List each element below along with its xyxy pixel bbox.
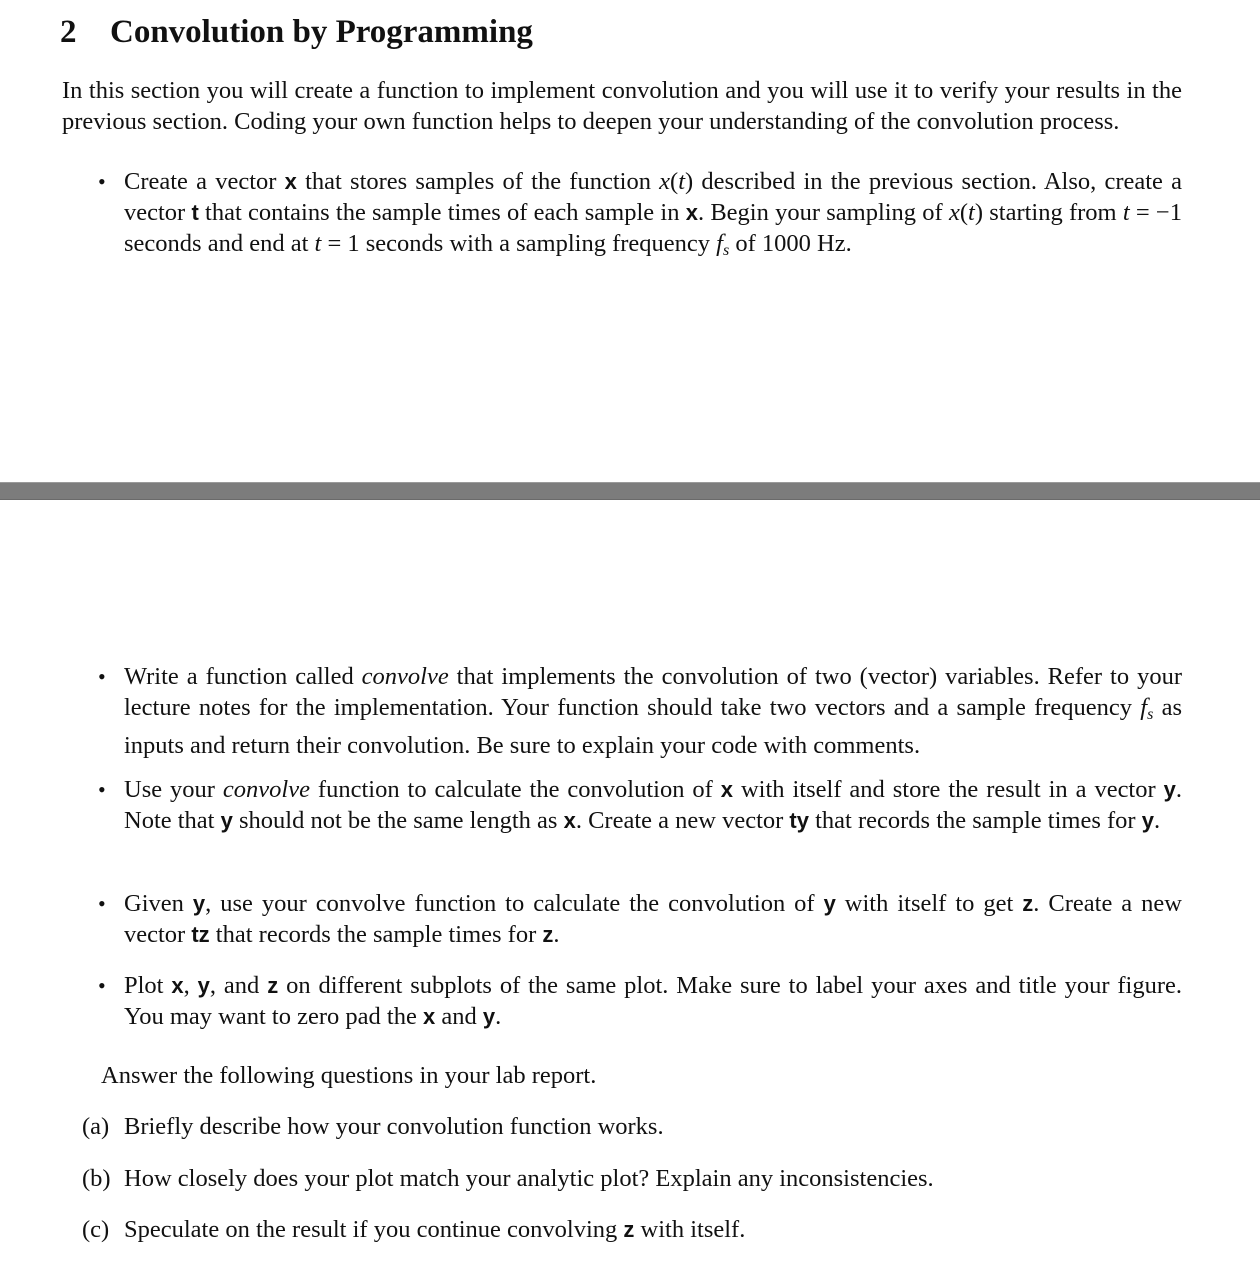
vector-symbol: y [197,973,210,998]
vector-symbol: x [284,169,297,194]
math-symbol: t [314,230,322,257]
bullet-dot: • [98,169,106,194]
vector-symbol: x [563,808,576,833]
vector-symbol: y [482,1004,496,1029]
section-number: 2 [60,14,77,50]
text: Plot [124,972,172,999]
bullet-create-vector-x [98,166,1183,266]
emphasis-text: convolve [222,776,310,803]
math-subscript: s [722,242,730,259]
bullet-dot: • [98,777,106,802]
text: that stores samples of the function [296,168,660,195]
bullet-dot: • [98,973,106,998]
vector-symbol: x [171,973,184,998]
text: of 1000 Hz. [729,230,852,257]
text: with itself to get [835,890,1023,917]
math-symbol: ( [670,168,679,195]
bullet-convolve-x-itself [98,774,1182,836]
math-symbol: f [716,230,723,257]
math-symbol: = −1 [1129,199,1183,226]
vector-symbol: y [1163,777,1176,802]
emphasis-text: convolve [361,663,449,690]
bullet-dot: • [98,891,106,916]
bullet-plot-subplots [98,970,1183,1032]
question-text: Speculate on the result if you continue convolving [124,1216,624,1243]
vector-symbol: x [685,200,698,225]
page-separator [0,482,1260,500]
vector-symbol: y [1141,808,1154,833]
vector-symbol: z [1022,891,1034,916]
text: function to calculate the convolution of [309,776,721,803]
question-label: (b) [82,1165,111,1192]
text: . Begin your sampling of [697,199,949,226]
text: Write a function called [124,663,362,690]
text: Use your [124,776,223,803]
text: . Create a new vector [124,890,1182,948]
text: that records the sample times for [808,807,1142,834]
math-symbol: t [968,199,975,226]
vector-symbol: x [720,777,734,802]
math-symbol: x [659,168,671,195]
text: seconds and end at [124,230,315,257]
vector-symbol: t [191,200,199,225]
section-heading [60,10,533,54]
text: that records the sample times for [209,921,543,948]
math-symbol: t [678,168,686,195]
section-title: Convolution by Programming [110,14,533,50]
vector-symbol: y [220,808,233,833]
question-text: Briefly describe how your convolution function works. [124,1113,664,1140]
bullet-convolve-y-itself [98,888,1182,950]
text: . [553,921,560,948]
vector-symbol: x [422,1004,436,1029]
vector-symbol: y [192,891,206,916]
math-symbol: x [948,199,960,226]
vector-symbol: y [823,891,836,916]
text: , [183,972,198,999]
text: with itself and store the result in a vector [733,776,1164,803]
text: , use your convolve function to calculate the convolution of [205,890,824,917]
question-c [82,1214,746,1245]
bullet-write-convolve-function [98,661,1182,761]
answer-instructions: Answer the following questions in your lab report. [101,1062,597,1089]
math-symbol: ) [685,168,694,195]
text: Given [124,890,193,917]
text: starting from [982,199,1123,226]
math-symbol: f [1140,694,1148,721]
text: . Create a new vector [575,807,790,834]
math-symbol: ) [974,199,983,226]
vector-symbol: z [267,973,279,998]
text: . [495,1003,502,1030]
text: as inputs and return their convolution. Be sure to explain your code with comments. [124,694,1182,759]
text: Create a vector [124,168,285,195]
intro-paragraph: In this section you will create a function to implement convolution and you will use it to verify your results in the previous section. Coding your own function helps to deepen your understanding of the convolution process. [62,77,1182,135]
question-a [82,1111,664,1142]
question-text: How closely does your plot match your analytic plot? Explain any inconsistencies. [124,1165,934,1192]
math-symbol: = 1 [321,230,360,257]
vector-symbol: z [623,1217,635,1242]
text: seconds with a sampling frequency [359,230,717,257]
text: , and [209,972,268,999]
text: . Note that [124,776,1182,834]
question-text: with itself. [634,1216,746,1243]
text: and [435,1003,483,1030]
math-symbol: ( [959,199,968,226]
math-symbol: t [1122,199,1130,226]
vector-symbol: ty [789,808,809,833]
text: that implements the convolution of two (vector) variables. Refer to your lecture notes for the implementation. Your function should take two vectors and a sample frequency [124,663,1182,721]
text: that contains the sample times of each sample in [198,199,686,226]
question-label: (a) [82,1113,110,1140]
math-subscript: s [1147,706,1154,723]
bullet-dot: • [98,664,106,689]
question-label: (c) [82,1216,110,1243]
text: on different subplots of the same plot. Make sure to label your axes and title your figure. You may want to zero pad the [124,972,1183,1030]
text: described in the previous section. Also, create a vector [124,168,1182,226]
text: . [1153,807,1161,834]
text: should not be the same length as [232,807,564,834]
vector-symbol: tz [191,922,210,947]
vector-symbol: z [542,922,554,947]
question-b [82,1163,934,1194]
